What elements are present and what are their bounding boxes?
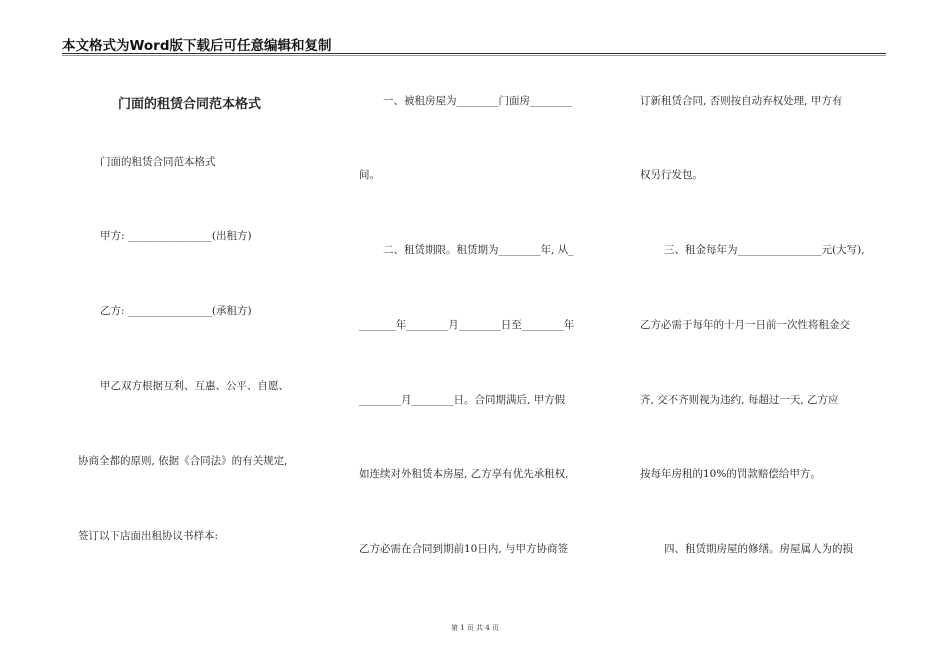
col1-line: 签订以下店面出租协议书样本: bbox=[78, 530, 219, 542]
col2-line: 一、被租房屋为________门面房________ bbox=[383, 95, 572, 107]
page-number: 第 1 页 共 4 页 bbox=[450, 624, 500, 632]
col3-line: 四、租赁期房屋的修缮。房屋属人为的损 bbox=[664, 543, 853, 555]
col3-line: 乙方必需于每年的十月一日前一次性将租金交 bbox=[640, 319, 850, 331]
col2-line: 乙方必需在合同到期前10日内, 与甲方协商签 bbox=[359, 543, 569, 555]
col3-line: 按每年房租的10%的罚款赔偿给甲方。 bbox=[640, 468, 821, 480]
col1-line: 门面的租赁合同范本格式 bbox=[100, 156, 216, 168]
col2-line: 间。 bbox=[359, 169, 380, 181]
header-rule-secondary bbox=[62, 55, 886, 56]
col1-line: 甲乙双方根据互利、互惠、公平、自愿、 bbox=[100, 380, 289, 392]
col2-line: 二、租赁期限。租赁期为________年, 从_ bbox=[383, 244, 574, 256]
col1-line: 协商全都的原则, 依据《合同法》的有关规定, bbox=[78, 455, 288, 467]
header-rule bbox=[62, 53, 886, 54]
col2-line: 如连续对外租赁本房屋, 乙方享有优先承租权, bbox=[359, 468, 569, 480]
col2-line: _______年________月________日至________年 bbox=[359, 319, 575, 331]
col3-line: 齐, 交不齐则视为违约, 每超过一天, 乙方应 bbox=[640, 394, 839, 406]
col1-line: 甲方: ________________(出租方) bbox=[100, 230, 252, 242]
col2-line: ________月________日。合同期满后, 甲方假 bbox=[359, 394, 566, 406]
document-header: 本文格式为Word版下载后可任意编辑和复制 bbox=[62, 38, 332, 54]
col1-line: 乙方: ________________(承租方) bbox=[100, 305, 252, 317]
col3-line: 权另行发包。 bbox=[640, 169, 703, 181]
col3-line: 订新租赁合同, 否则按自动弃权处理, 甲方有 bbox=[640, 95, 843, 107]
document-title: 门面的租赁合同范本格式 bbox=[118, 97, 262, 112]
col3-line: 三、租金每年为________________元(大写), bbox=[664, 244, 865, 256]
